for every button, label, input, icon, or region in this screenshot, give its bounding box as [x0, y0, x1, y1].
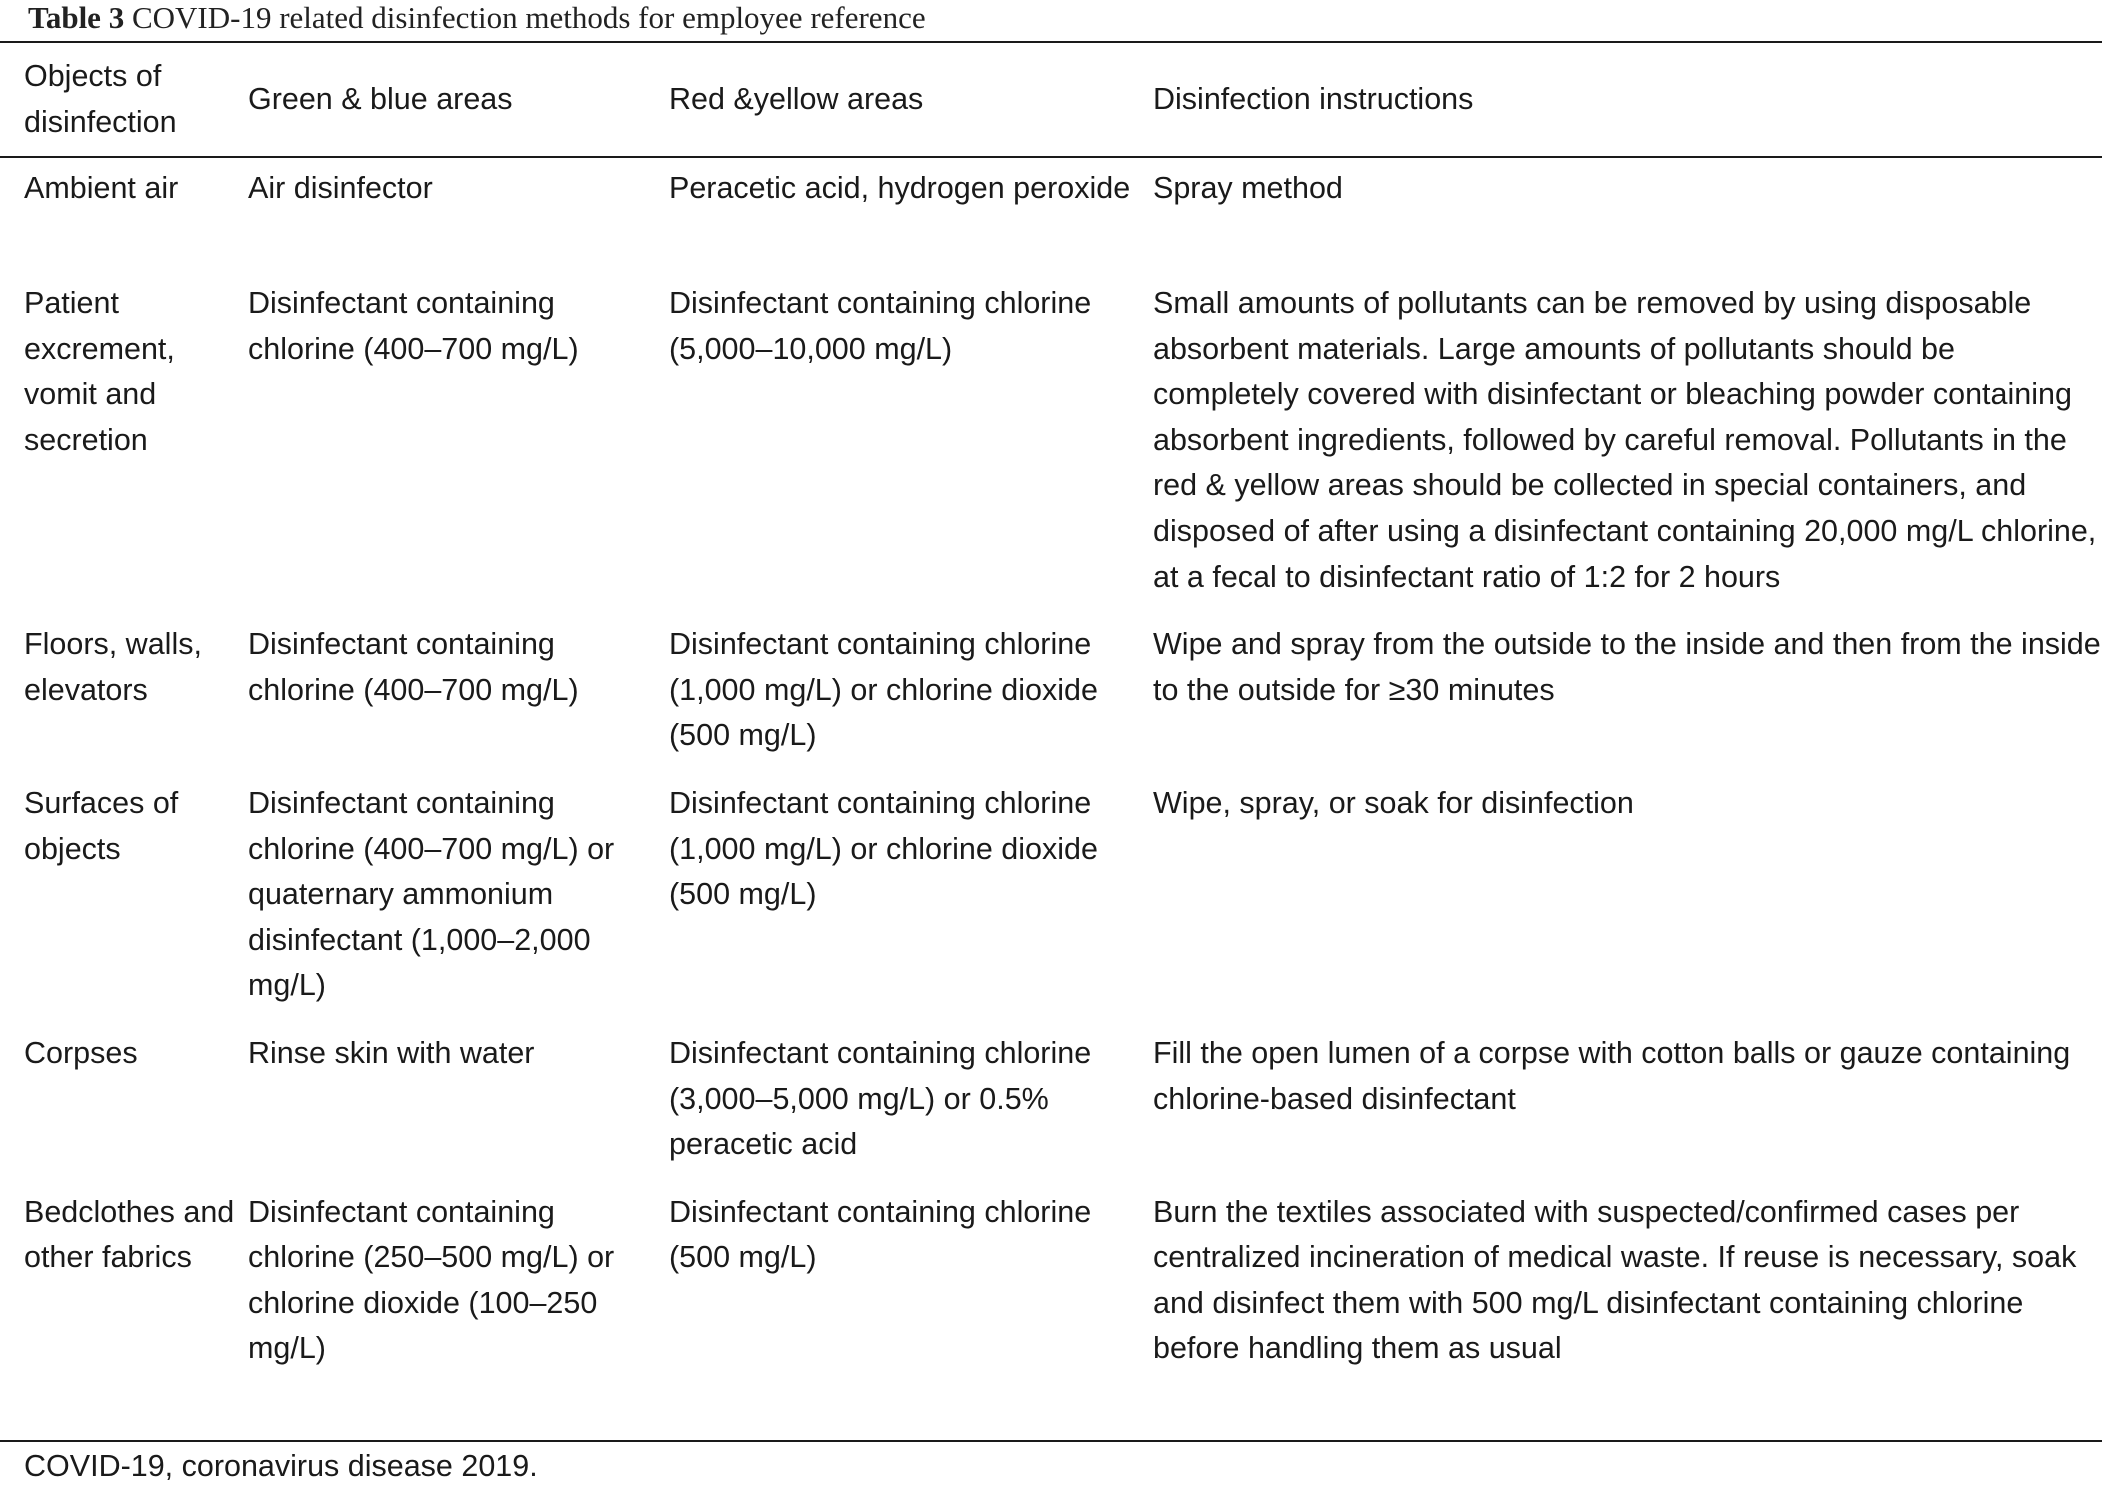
cell-red-yellow: Disinfectant containing chlorine (500 mg/L) [669, 1194, 1092, 1275]
cell-instructions: Spray method [1153, 171, 1343, 205]
cell-instructions: Burn the textiles associated with suspected/confirmed cases per centralized incineration of medical waste. If reuse is necessary, soak and disinfect them with 500 mg/L disinfectant containing chlorine before handling them as usual [1153, 1194, 2077, 1366]
cell-object: Ambient air [24, 171, 179, 205]
cell-object: Corpses [24, 1035, 138, 1070]
cell-green-blue: Disinfectant containing chlorine (250–500 mg/L) or chlorine dioxide (100–250 mg/L) [248, 1194, 615, 1366]
cell-green-blue: Air disinfector [248, 171, 433, 205]
cell-object: Patient excrement, vomit and secretion [24, 286, 175, 457]
table-title: COVID-19 related disinfection methods for employee reference [131, 0, 926, 35]
cell-instructions: Small amounts of pollutants can be removed by using disposable absorbent materials. Large amounts of pollutants should be completely covered with disinfectant or bleaching powder containing absorbent ingredients, followed by careful removal. Pollutants in the red & yellow areas should be collected in special containers, and disposed of after using a disinfectant containing 20,000 mg/L chlorine, at a fecal to disinfectant ratio of 1:2 for 2 hours [1153, 286, 2097, 594]
cell-green-blue: Rinse skin with water [248, 1035, 535, 1070]
cell-object: Surfaces of objects [24, 785, 179, 866]
cell-object: Floors, walls, elevators [24, 627, 202, 707]
table-row [0, 166, 2102, 281]
header-row [0, 44, 2102, 155]
header-instructions: Disinfection instructions [1153, 81, 1474, 116]
header-green-blue: Green & blue areas [248, 81, 513, 116]
cell-instructions: Wipe and spray from the outside to the inside and then from the inside to the outside for ≥30 minutes [1153, 627, 2101, 707]
header-objects: Objects of disinfection [24, 58, 177, 139]
cell-red-yellow: Peracetic acid, hydrogen peroxide [669, 171, 1131, 205]
table-caption [28, 0, 926, 38]
cell-red-yellow: Disinfectant containing chlorine (3,000–5,000 mg/L) or 0.5% peracetic acid [669, 1035, 1092, 1162]
cell-red-yellow: Disinfectant containing chlorine (1,000 mg/L) or chlorine dioxide (500 mg/L) [669, 785, 1098, 912]
table-row [0, 281, 2102, 622]
bottom-rule [0, 1440, 2102, 1442]
table-row [0, 622, 2102, 781]
cell-green-blue: Disinfectant containing chlorine (400–700 mg/L) or quaternary ammonium disinfectant (1,000–2,000 mg/L) [248, 785, 615, 1003]
cell-instructions: Fill the open lumen of a corpse with cotton balls or gauze containing chlorine-based disinfectant [1153, 1035, 2071, 1116]
cell-red-yellow: Disinfectant containing chlorine (5,000–10,000 mg/L) [669, 286, 1092, 366]
table-body [0, 166, 2102, 1394]
cell-green-blue: Disinfectant containing chlorine (400–700 mg/L) [248, 286, 579, 366]
table-row [0, 1031, 2102, 1190]
cell-instructions: Wipe, spray, or soak for disinfection [1153, 785, 1634, 820]
top-rule [0, 41, 2102, 43]
cell-red-yellow: Disinfectant containing chlorine (1,000 mg/L) or chlorine dioxide (500 mg/L) [669, 627, 1098, 753]
table-label: Table 3 [28, 0, 125, 35]
table-footnote: COVID-19, coronavirus disease 2019. [24, 1449, 538, 1483]
table-row [0, 781, 2102, 1031]
table-header [0, 44, 2102, 155]
cell-object: Bedclothes and other fabrics [24, 1194, 235, 1275]
cell-green-blue: Disinfectant containing chlorine (400–700 mg/L) [248, 627, 579, 707]
header-red-yellow: Red &yellow areas [669, 81, 924, 116]
table-row [0, 1190, 2102, 1394]
header-rule [0, 156, 2102, 158]
